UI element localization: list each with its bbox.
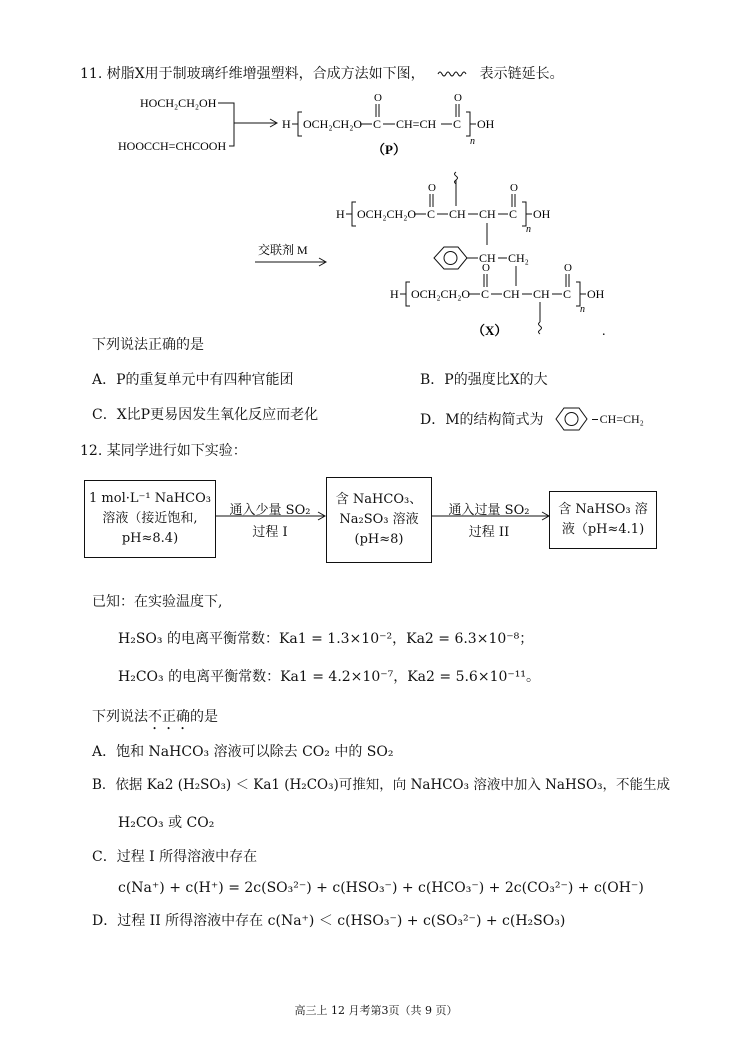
p-c1: C xyxy=(373,117,382,131)
svg-text:C: C xyxy=(563,287,572,301)
svg-text:CH: CH xyxy=(479,207,496,221)
flow-arrow-1: 通入少量 SO₂ 过程 I xyxy=(229,503,311,540)
q11-option-d[interactable]: D．M的结构简式为 CH=CH₂ xyxy=(420,404,644,434)
svg-text:O: O xyxy=(482,262,490,274)
svg-text:O: O xyxy=(454,92,462,104)
emphasis-dots: 不正确 xyxy=(148,709,190,725)
arrow-right-icon xyxy=(214,511,326,521)
svg-text:O: O xyxy=(510,182,518,194)
flow-box-1: 1 mol·L⁻¹ NaHCO₃ 溶液（接近饱和, pH≈8.4) xyxy=(84,480,216,558)
svg-text:OCH₂CH₂O: OCH₂CH₂O xyxy=(411,287,471,301)
svg-text:H: H xyxy=(390,287,399,301)
flow-box-2: 含 NaHCO₃、 Na₂SO₃ 溶液 (pH≈8) xyxy=(326,477,432,563)
svg-text:n: n xyxy=(470,136,475,147)
label-x: （X） xyxy=(472,323,508,338)
svg-text:CH: CH xyxy=(449,207,466,221)
reactant-butenedioic-acid: HOOCCH=CHCOOH xyxy=(118,139,227,153)
svg-text:n: n xyxy=(526,224,531,235)
q12-option-a[interactable]: A．饱和 NaHCO₃ 溶液可以除去 CO₂ 中的 SO₂ xyxy=(92,744,394,760)
q12-stem: 12. 某同学进行如下实验： xyxy=(80,443,247,459)
q12-option-b[interactable]: B．依据 Ka2 (H₂SO₃) ＜ Ka1 (H₂CO₃)可推知，向 NaHCO₃ 溶液中加入 NaHSO₃，不能生成 xyxy=(92,777,670,793)
svg-text:OH: OH xyxy=(533,207,551,221)
q12-eq-h2so3: H₂SO₃ 的电离平衡常数：Ka1 = 1.3×10⁻²，Ka2 = 6.3×10⁻⁸； xyxy=(118,631,534,647)
flow-box-3: 含 NaHSO₃ 溶 液（pH≈4.1) xyxy=(549,491,657,549)
svg-text:.: . xyxy=(602,324,606,339)
svg-text:OCH₂CH₂O: OCH₂CH₂O xyxy=(357,207,417,221)
q11-option-a[interactable]: A．P的重复单元中有四种官能团 xyxy=(92,372,294,388)
p-mid: CH=CH xyxy=(396,117,437,131)
svg-text:CH₂: CH₂ xyxy=(508,251,529,265)
svg-text:O: O xyxy=(428,182,436,194)
benzene-ring-icon xyxy=(434,247,467,269)
q12-option-b-cont: H₂CO₃ 或 CO₂ xyxy=(118,815,215,831)
wavy-line-icon xyxy=(437,69,467,79)
q12-option-d[interactable]: D．过程 II 所得溶液中存在 c(Na⁺) ＜ c(HSO₃⁻) + c(SO₃²⁻) + c(H₂SO₃) xyxy=(92,913,566,929)
q12-option-c-eq: c(Na⁺) + c(H⁺) = 2c(SO₃²⁻) + c(HSO₃⁻) + c(HCO₃⁻) + 2c(CO₃²⁻) + c(OH⁻) xyxy=(118,880,644,896)
svg-text:H: H xyxy=(336,207,345,221)
label-p: （P） xyxy=(372,142,406,157)
benzene-ring-icon xyxy=(554,404,592,434)
svg-text:O: O xyxy=(374,92,382,104)
svg-text:CH: CH xyxy=(479,251,496,265)
p-h: H xyxy=(282,117,291,131)
svg-text:OH: OH xyxy=(477,117,495,131)
reactant-ethylene-glycol: HOCH₂CH₂OH xyxy=(140,96,217,110)
svg-text:C: C xyxy=(509,207,518,221)
q11-scheme-p xyxy=(0,88,752,158)
crosslinker-m: 交联剂 M xyxy=(258,243,308,257)
q12-question: 下列说法不正确的是 xyxy=(92,709,218,725)
q11-stem: 11. 树脂X用于制玻璃纤维增强塑料，合成方法如下图， 表示链延长。 xyxy=(80,66,564,82)
svg-text:CH: CH xyxy=(533,287,550,301)
q12-known: 已知：在实验温度下, xyxy=(92,594,223,610)
q11-option-b[interactable]: B．P的强度比X的大 xyxy=(420,372,548,388)
svg-text:n: n xyxy=(580,304,585,315)
svg-text:C: C xyxy=(427,207,436,221)
svg-text:C: C xyxy=(481,287,490,301)
p-chain: OCH₂CH₂O xyxy=(303,117,363,131)
arrow-right-icon xyxy=(430,511,550,521)
flow-arrow-2: 通入过量 SO₂ 过程 II xyxy=(448,503,530,540)
svg-text:OH: OH xyxy=(587,287,605,301)
q12-option-c[interactable]: C．过程 I 所得溶液中存在 xyxy=(92,849,258,865)
q11-option-c[interactable]: C．X比P更易因发生氧化反应而老化 xyxy=(92,407,319,423)
page-footer: 高三上 12 月考第3页（共 9 页） xyxy=(294,1004,458,1017)
svg-text:CH: CH xyxy=(503,287,520,301)
svg-text:O: O xyxy=(564,262,572,274)
q12-eq-h2co3: H₂CO₃ 的电离平衡常数：Ka1 = 4.2×10⁻⁷，Ka2 = 5.6×10⁻¹¹。 xyxy=(118,669,540,685)
q11-scheme-x xyxy=(0,168,752,340)
q11-question: 下列说法正确的是 xyxy=(92,337,204,353)
p-c2: C xyxy=(453,117,462,131)
